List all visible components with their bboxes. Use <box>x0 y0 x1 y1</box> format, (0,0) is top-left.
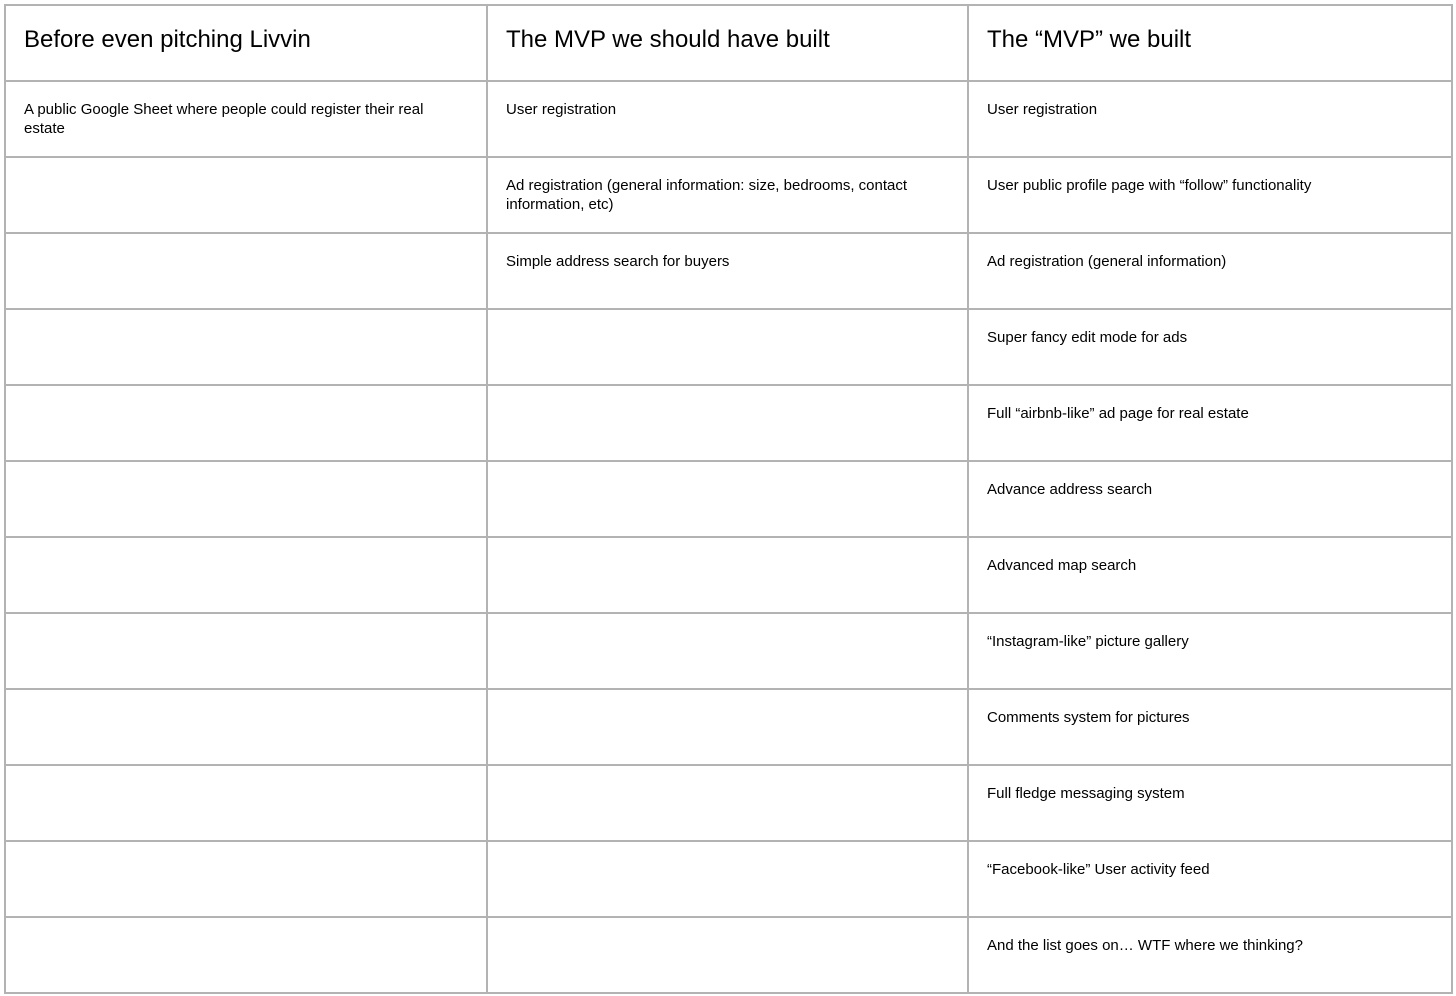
table-row <box>5 157 1452 233</box>
table-row <box>5 461 1452 537</box>
cell-mvp-should-have-built <box>487 689 968 765</box>
table-row <box>5 81 1452 157</box>
cell-mvp-we-built: Advance address search <box>968 461 1452 537</box>
cell-mvp-should-have-built <box>487 385 968 461</box>
table-row <box>5 841 1452 917</box>
cell-mvp-we-built: Ad registration (general information) <box>968 233 1452 309</box>
cell-mvp-should-have-built: User registration <box>487 81 968 157</box>
table-row <box>5 689 1452 765</box>
cell-mvp-we-built: And the list goes on… WTF where we thinking? <box>968 917 1452 993</box>
table-row <box>5 765 1452 841</box>
cell-before-pitching: A public Google Sheet where people could register their real estate <box>5 81 487 157</box>
table-row <box>5 537 1452 613</box>
mvp-comparison-table <box>4 4 1453 994</box>
cell-mvp-we-built: User registration <box>968 81 1452 157</box>
cell-mvp-should-have-built <box>487 461 968 537</box>
cell-mvp-should-have-built <box>487 537 968 613</box>
cell-mvp-should-have-built: Ad registration (general information: size, bedrooms, contact information, etc) <box>487 157 968 233</box>
cell-mvp-we-built: Super fancy edit mode for ads <box>968 309 1452 385</box>
cell-before-pitching <box>5 689 487 765</box>
header-row <box>5 5 1452 81</box>
table-row <box>5 233 1452 309</box>
table-row <box>5 917 1452 993</box>
header-mvp-we-built: The “MVP” we built <box>968 5 1452 81</box>
cell-before-pitching <box>5 385 487 461</box>
cell-before-pitching <box>5 765 487 841</box>
cell-before-pitching <box>5 917 487 993</box>
cell-before-pitching <box>5 841 487 917</box>
cell-mvp-should-have-built <box>487 765 968 841</box>
cell-before-pitching <box>5 233 487 309</box>
cell-mvp-we-built: Comments system for pictures <box>968 689 1452 765</box>
cell-mvp-should-have-built: Simple address search for buyers <box>487 233 968 309</box>
cell-mvp-we-built: Full fledge messaging system <box>968 765 1452 841</box>
header-mvp-should-have-built: The MVP we should have built <box>487 5 968 81</box>
cell-mvp-should-have-built <box>487 841 968 917</box>
cell-mvp-we-built: Advanced map search <box>968 537 1452 613</box>
cell-mvp-we-built: User public profile page with “follow” functionality <box>968 157 1452 233</box>
cell-mvp-should-have-built <box>487 613 968 689</box>
table-body <box>5 81 1452 993</box>
cell-mvp-we-built: “Facebook-like” User activity feed <box>968 841 1452 917</box>
table-row <box>5 385 1452 461</box>
cell-mvp-should-have-built <box>487 917 968 993</box>
cell-before-pitching <box>5 309 487 385</box>
cell-mvp-should-have-built <box>487 309 968 385</box>
cell-mvp-we-built: Full “airbnb-like” ad page for real estate <box>968 385 1452 461</box>
table-row <box>5 309 1452 385</box>
cell-before-pitching <box>5 613 487 689</box>
cell-mvp-we-built: “Instagram-like” picture gallery <box>968 613 1452 689</box>
cell-before-pitching <box>5 537 487 613</box>
header-before-pitching: Before even pitching Livvin <box>5 5 487 81</box>
cell-before-pitching <box>5 157 487 233</box>
cell-before-pitching <box>5 461 487 537</box>
table-row <box>5 613 1452 689</box>
